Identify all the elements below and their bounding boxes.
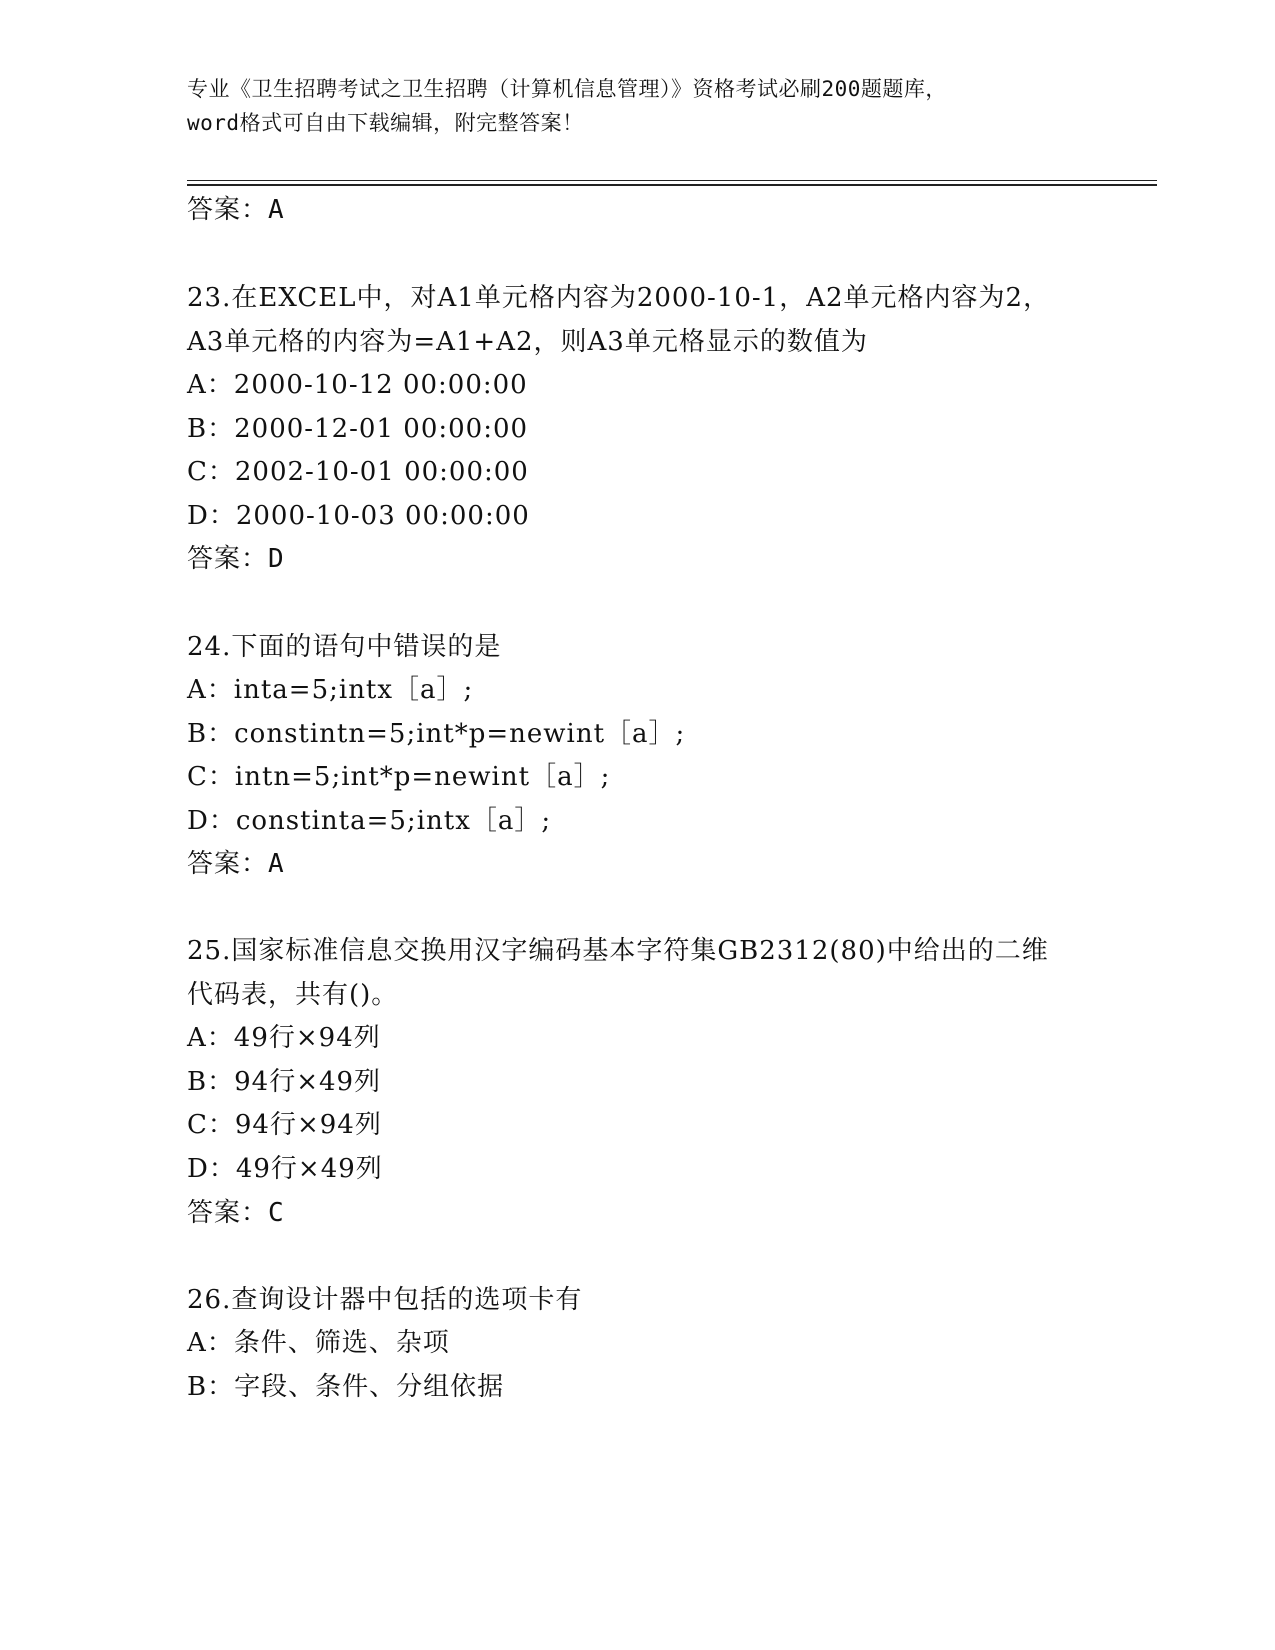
q26-option-a: A：条件、筛选、杂项 bbox=[187, 1328, 450, 1358]
q23-option-b: B：2000-12-01 00:00:00 bbox=[187, 414, 529, 444]
q26-stem-line-1: 26.查询设计器中包括的选项卡有 bbox=[187, 1285, 583, 1315]
header-line-2: word格式可自由下载编辑，附完整答案！ bbox=[187, 111, 584, 135]
q25-option-c: C：94行×94列 bbox=[187, 1110, 382, 1140]
q25-stem-line-2: 代码表，共有()。 bbox=[187, 980, 399, 1010]
q23-option-c: C：2002-10-01 00:00:00 bbox=[187, 457, 529, 487]
q24-option-b: B：constintn=5;int*p=newint［a］; bbox=[187, 719, 686, 749]
q23-stem-line-1: 23.在EXCEL中，对A1单元格内容为2000-10-1，A2单元格内容为2， bbox=[187, 283, 1051, 313]
header-divider-thick bbox=[187, 184, 1157, 186]
q24-option-c: C：intn=5;int*p=newint［a］; bbox=[187, 762, 611, 792]
q26-option-b: B：字段、条件、分组依据 bbox=[187, 1372, 505, 1402]
q24-option-a: A：inta=5;intx［a］; bbox=[187, 675, 474, 705]
q24-stem-line-1: 24.下面的语句中错误的是 bbox=[187, 632, 502, 662]
document-header bbox=[187, 72, 1087, 140]
q23-answer: 答案：D bbox=[187, 544, 285, 574]
q23-option-a: A：2000-10-12 00:00:00 bbox=[187, 370, 528, 400]
q23-stem-line-2: A3单元格的内容为=A1+A2，则A3单元格显示的数值为 bbox=[187, 327, 868, 357]
header-divider-thin bbox=[187, 180, 1157, 181]
q24-option-d: D：constinta=5;intx［a］; bbox=[187, 806, 552, 836]
answer-prev: 答案：A bbox=[187, 195, 285, 225]
q25-option-d: D：49行×49列 bbox=[187, 1154, 383, 1184]
header-line-1: 专业《卫生招聘考试之卫生招聘（计算机信息管理）》资格考试必刷200题题库， bbox=[187, 77, 947, 101]
q23-option-d: D：2000-10-03 00:00:00 bbox=[187, 501, 530, 531]
q24-answer: 答案：A bbox=[187, 849, 285, 879]
q25-stem-line-1: 25.国家标准信息交换用汉字编码基本字符集GB2312(80)中给出的二维 bbox=[187, 936, 1049, 966]
q25-answer: 答案：C bbox=[187, 1198, 285, 1228]
q25-option-a: A：49行×94列 bbox=[187, 1023, 381, 1053]
q25-option-b: B：94行×49列 bbox=[187, 1067, 382, 1097]
